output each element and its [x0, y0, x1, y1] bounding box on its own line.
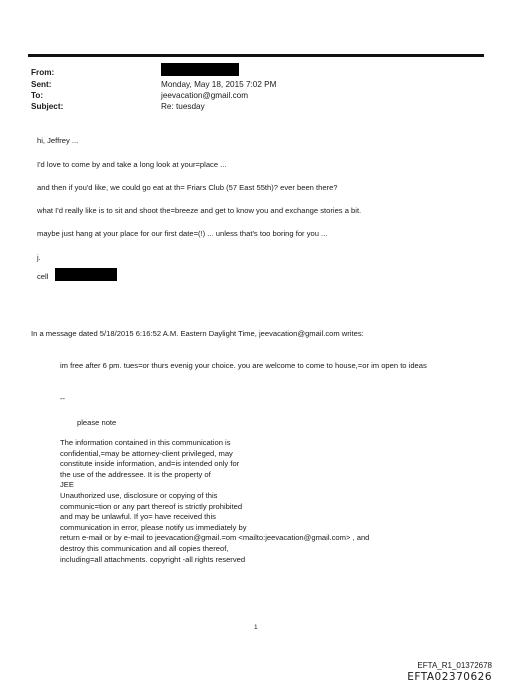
quoted-intro: In a message dated 5/18/2015 6:16:52 A.M. Eastern Daylight Time, jeevacation@gmail.com writes:: [31, 329, 364, 338]
message-line: what I'd really like is to sit and shoot the=breeze and get to know you and exchange stories a bit.: [37, 206, 362, 215]
bates-number-1: EFTA_R1_01372678: [417, 661, 492, 670]
notice-line: Unauthorized use, disclosure or copying of this: [60, 490, 218, 500]
bates-number-2: EFTA02370626: [407, 671, 492, 683]
notice-line: JEE: [60, 480, 74, 490]
signature-separator: --: [60, 394, 66, 403]
from-redaction: [161, 63, 239, 76]
message-line: I'd love to come by and take a long look at your=place ...: [37, 160, 227, 169]
notice-line: The information contained in this communication is: [60, 438, 231, 447]
notice-line: the use of the addressee. It is the property of: [60, 469, 211, 479]
cell-redaction: [55, 268, 117, 281]
subject-label: Subject:: [31, 102, 64, 111]
message-line: and then if you'd like, we could go eat at th= Friars Club (57 East 55th)? ever been there?: [37, 183, 338, 192]
sent-label: Sent:: [31, 80, 52, 89]
sent-value: Monday, May 18, 2015 7:02 PM: [161, 80, 277, 89]
from-label: From:: [31, 68, 55, 77]
notice-line: communic=tion or any part thereof is strictly prohibited: [60, 501, 243, 511]
subject-value: Re: tuesday: [161, 102, 205, 111]
notice-line: confidential,=may be attorney-client privileged, may: [60, 448, 233, 458]
message-line: j.: [37, 253, 41, 262]
message-line: cell: [37, 272, 49, 281]
confidentiality-notice: [60, 438, 460, 565]
notice-line: including=all attachments. copyright -all rights reserved: [60, 554, 246, 564]
to-label: To:: [31, 91, 44, 100]
quoted-reply: im free after 6 pm. tues=or thurs evenig your choice. you are welcome to come to house,=or im open to ideas: [60, 361, 427, 370]
please-note: please note: [77, 418, 117, 427]
page-number: 1: [254, 624, 258, 631]
notice-line: constitute inside information, and=is intended only for: [60, 459, 240, 469]
message-line: maybe just hang at your place for our first date=(!) ... unless that's too boring for you ...: [37, 229, 328, 238]
header-rule: [28, 54, 484, 57]
notice-line: return e-mail or by e-mail to jeevacation@gmail.=om <mailto:jeevacation@gmail.com> , and: [60, 533, 370, 543]
notice-line: destroy this communication and all copies thereof,: [60, 543, 229, 553]
message-line: hi, Jeffrey ...: [37, 136, 79, 145]
notice-line: and may be unlawful. If yo= have received this: [60, 512, 216, 522]
notice-line: communication in error, please notify us immediately by: [60, 522, 247, 532]
to-value: jeevacation@gmail.com: [161, 91, 249, 100]
